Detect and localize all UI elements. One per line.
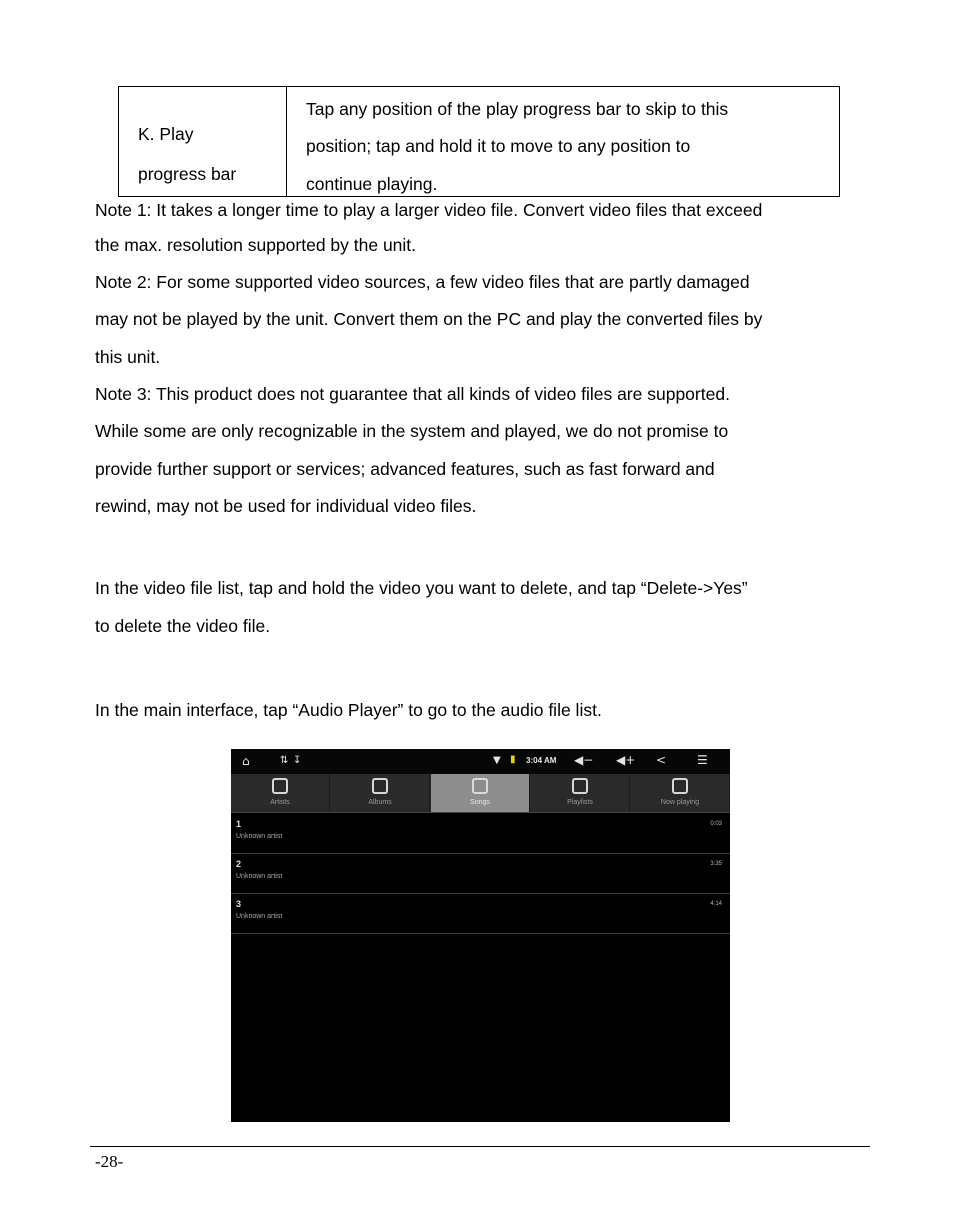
audio-player-screenshot: [231, 749, 730, 1122]
note-2-line-1: Note 2: For some supported video sources, a few video files that are partly damaged: [95, 272, 750, 292]
volume-up-icon: ◀+: [616, 753, 636, 767]
feature-name-line-2: progress bar: [138, 164, 237, 184]
menu-icon: ☰: [697, 753, 708, 767]
description-line-2: position; tap and hold it to move to any position to: [306, 136, 691, 156]
music-note-icon: [472, 778, 488, 794]
tab-label: Songs: [470, 799, 490, 806]
song-row[interactable]: [231, 814, 730, 854]
song-artist: Unknown artist: [236, 833, 283, 840]
home-icon: ⌂: [242, 754, 250, 768]
note-2-line-3: this unit.: [95, 347, 161, 367]
song-title: 1: [236, 819, 242, 829]
tab-bar: [231, 774, 730, 813]
now-playing-icon: [672, 778, 688, 794]
feature-table: [118, 86, 840, 197]
status-time: 3:04 AM: [526, 756, 557, 765]
note-1-line-2: the max. resolution supported by the unit.: [95, 235, 417, 255]
tab-playlists[interactable]: [531, 774, 630, 812]
usb-icon: ⇅: [280, 755, 289, 766]
playlist-icon: [572, 778, 588, 794]
song-duration: 4:14: [710, 901, 722, 907]
table-cell-description: [287, 87, 839, 196]
table-cell-feature: [119, 87, 286, 196]
audio-instruction-line: In the main interface, tap “Audio Player” to go to the audio file list.: [95, 700, 602, 720]
note-3-line-4: rewind, may not be used for individual video files.: [95, 496, 477, 516]
tab-label: Now playing: [660, 799, 700, 806]
back-icon: <: [656, 753, 667, 767]
song-artist: Unknown artist: [236, 913, 283, 920]
feature-name-line-1: K. Play: [138, 124, 194, 144]
note-2-line-2: may not be played by the unit. Convert them on the PC and play the converted files by: [95, 309, 763, 329]
note-1-line-1: Note 1: It takes a longer time to play a larger video file. Convert video files that exceed: [95, 200, 763, 220]
status-bar: [231, 749, 730, 774]
tab-albums[interactable]: [331, 774, 430, 812]
song-duration: 0:03: [710, 821, 722, 827]
page-number: -28-: [95, 1152, 124, 1171]
tab-now-playing[interactable]: [631, 774, 730, 812]
album-icon: [372, 778, 388, 794]
song-title: 2: [236, 859, 242, 869]
note-3-line-2: While some are only recognizable in the system and played, we do not promise to: [95, 421, 729, 441]
volume-down-icon: ◀−: [574, 753, 594, 767]
delete-instruction-line-1: In the video file list, tap and hold the video you want to delete, and tap “Delete->Yes”: [95, 578, 748, 598]
description-line-3: continue playing.: [306, 174, 438, 194]
note-3-line-3: provide further support or services; advanced features, such as fast forward and: [95, 459, 715, 479]
download-icon: ↧: [293, 755, 302, 766]
tab-label: Artists: [270, 799, 290, 806]
song-title: 3: [236, 899, 242, 909]
tab-label: Playlists: [567, 799, 593, 806]
wifi-icon: ▼: [493, 755, 501, 766]
battery-icon: ▮: [510, 754, 516, 765]
tab-artists[interactable]: [231, 774, 330, 812]
footer-rule: [90, 1146, 870, 1147]
song-artist: Unknown artist: [236, 873, 283, 880]
song-row[interactable]: [231, 854, 730, 894]
note-3-line-1: Note 3: This product does not guarantee that all kinds of video files are supported.: [95, 384, 730, 404]
song-duration: 3:35: [710, 861, 722, 867]
microphone-icon: [272, 778, 288, 794]
tab-label: Albums: [368, 799, 392, 806]
tab-songs[interactable]: [431, 774, 530, 812]
delete-instruction-line-2: to delete the video file.: [95, 616, 271, 636]
song-row[interactable]: [231, 894, 730, 934]
description-line-1: Tap any position of the play progress bar to skip to this: [306, 99, 729, 119]
